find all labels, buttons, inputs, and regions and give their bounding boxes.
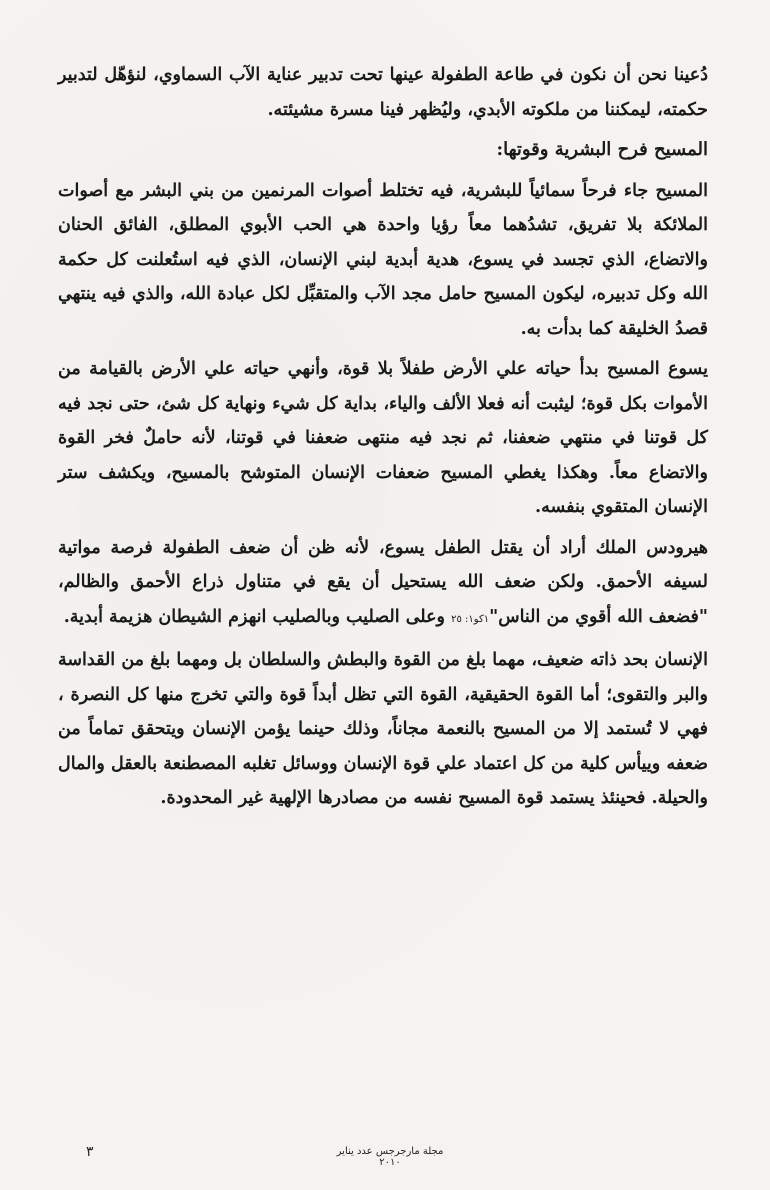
herod-text-after: وعلى الصليب وبالصليب انهزم الشيطان هزيمة أبدية.	[63, 606, 452, 627]
intro-paragraph: دُعينا نحن أن نكون في طاعة الطفولة عينها تحت تدبير عناية الآب السماوي، لنؤهّل لتدبير حكمته، ليمكننا من ملكوته الأبدي، وليُظهر فينا مسرة مشيئته.	[58, 65, 708, 120]
closing-paragraph: الإنسان بحد ذاته ضعيف، مهما بلغ من القوة والبطش والسلطان بل ومهما بلغ من القداسة والبر والتقوى؛ أما القوة الحقيقية، القوة التي تظل أبداً قوة والتي تخرج منها كل النصرة ، فهي لا تُستمد إلا من المسيح بالنعمة مجاناً، وذلك حينما يؤمن الإنسان ويتحقق تماماً من ضعفه وييأس كلية من كل اعتماد علي قوة الإنسان ووسائل تغلبه المصطنعة بالعقل والمال والحيلة. فحينئذ يستمد قوة المسيح نفسه من مصادرها الإلهية غير المحدودة.	[58, 650, 708, 808]
article-body	[58, 58, 708, 822]
section-paragraph-joy: المسيح جاء فرحاً سمائياً للبشرية، فيه تختلط أصوات المرنمين من بني البشر مع أصوات الملائكة بلا تفريق، تشدُهما معاً رؤيا واحدة هي الحب الأبوي المطلق، الفائق الحنان والاتضاع، الذي تجسد في يسوع، هدية أبدية لبني الإنسان، الذي فيه استُعلنت كل حكمة الله وكل تدبيره، ليكون المسيح حامل مجد الآب والمتقبِّل لكل عبادة الله، والذي فيه ينتهي قصدُ الخليقة كما بدأت به.	[58, 180, 708, 339]
section-heading: المسيح فرح البشرية وقوتها:	[496, 139, 708, 160]
page-footer	[0, 1146, 770, 1170]
scripture-reference: ١كو١: ٢٥	[451, 613, 490, 625]
page-number: ٣	[86, 1144, 94, 1160]
herod-text-before: هيرودس الملك أراد أن يقتل الطفل يسوع، لأنه ظن أن ضعف الطفولة فرصة مواتية لسيفه الأحمق. ولكن ضعف الله يستحيل أن يقع في متناول ذراع الأحمق والظالم، "فضعف الله أقوي من الناس"	[58, 537, 708, 627]
herod-paragraph	[58, 531, 708, 638]
section-paragraph-strength: يسوع المسيح بدأ حياته علي الأرض طفلاً بلا قوة، وأنهي حياته علي الأرض بالقيامة من الأموات بكل قوة؛ ليثبت أنه فعلا الألف والياء، بداية كل شيء ونهاية كل شئ، حتى نجد فيه كل قوتنا في منتهي ضعفنا، ثم نجد فيه منتهى ضعفنا في قوتنا، لأنه حاملٌ فخر القوة والاتضاع معاً. وهكذا يغطي المسيح ضعفات الإنسان المتوشح بالمسيح، ويكشف ستر الإنسان المتقوي بنفسه.	[58, 359, 708, 517]
publication-footer: مجلة مارجرجس عدد يناير ٢٠١٠	[336, 1146, 444, 1168]
